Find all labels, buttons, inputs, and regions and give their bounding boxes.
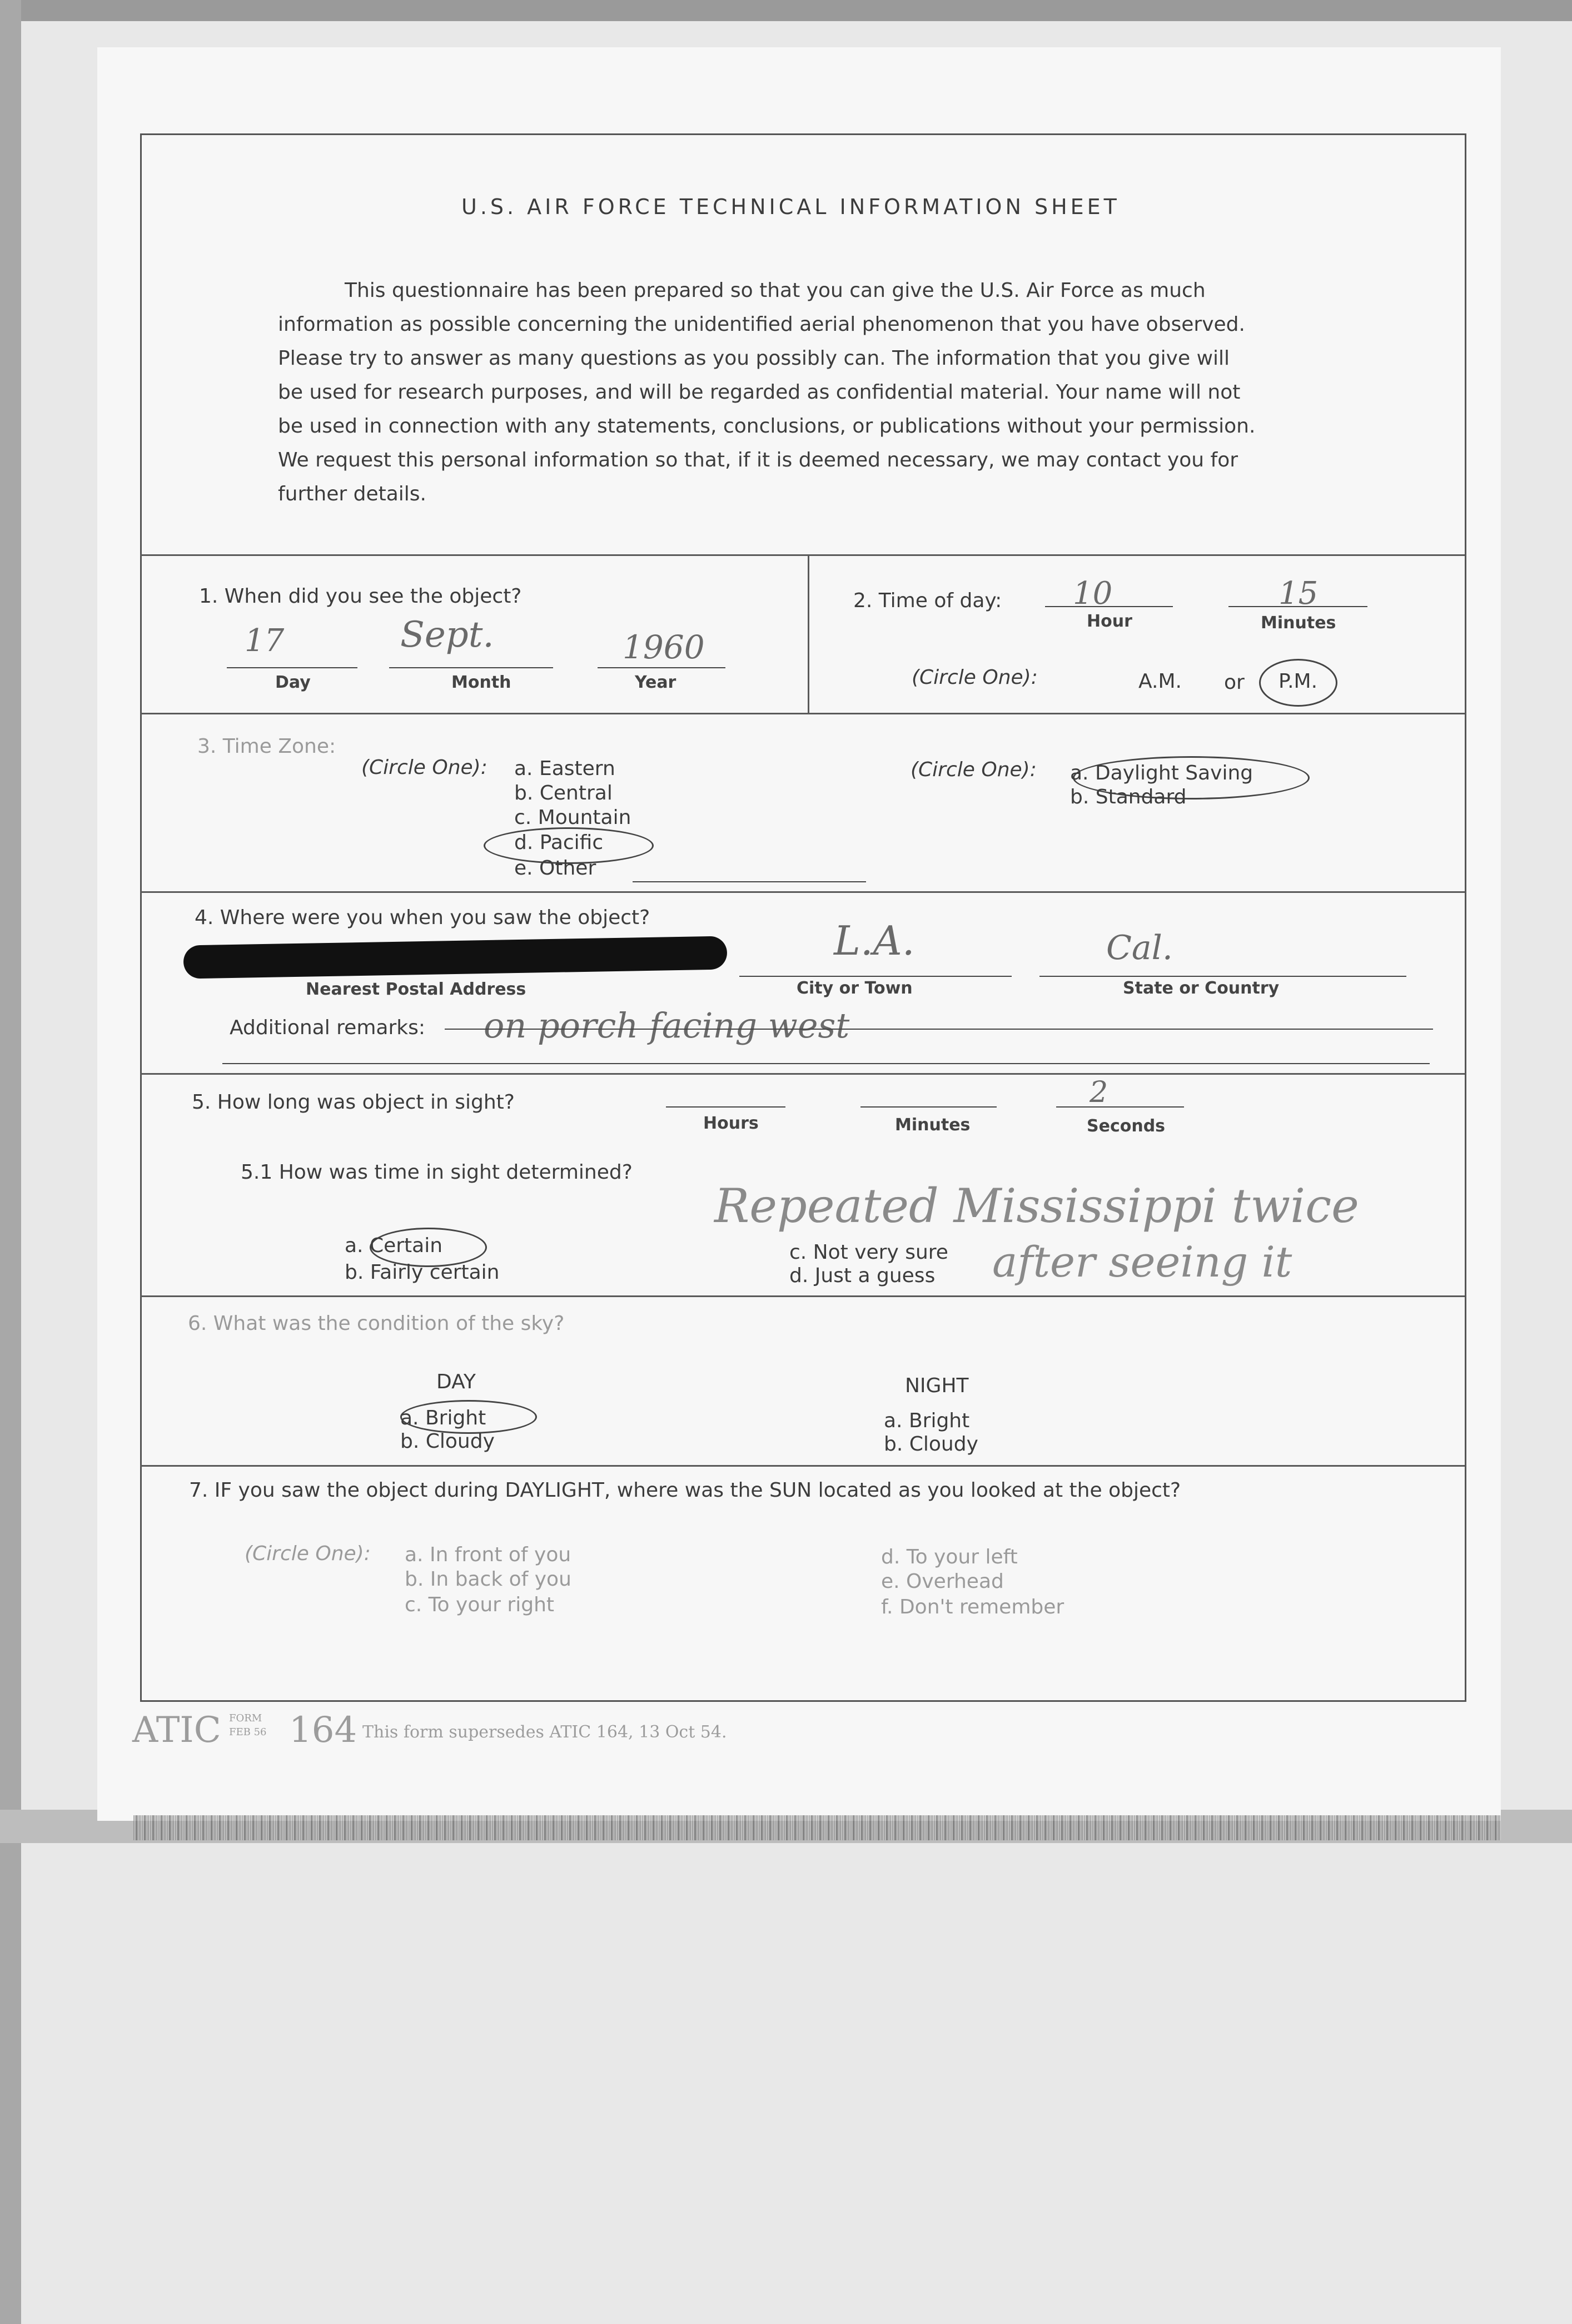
q3-option-mountain: c. Mountain [514, 806, 631, 829]
q6-night-header: NIGHT [905, 1374, 969, 1397]
q3-option-central: b. Central [514, 782, 613, 805]
q7-option-dont-remember: f. Don't remember [881, 1596, 1064, 1618]
q2-am: A.M. [1138, 670, 1182, 693]
q3-option-pacific: d. Pacific [514, 831, 604, 854]
q4-address-label: Nearest Postal Address [306, 980, 526, 999]
q6-day-bright: a. Bright [400, 1407, 486, 1429]
q4-city-label: City or Town [797, 979, 913, 998]
q4-state-value: Cal. [1106, 928, 1173, 967]
intro-line: be used in connection with any statements, conclusions, or publications without your permission. [278, 415, 1256, 438]
q3-option-eastern: a. Eastern [514, 757, 615, 780]
section-divider [140, 1465, 1465, 1467]
q7-option-right: c. To your right [405, 1593, 554, 1616]
footer-form-id: ATIC [132, 1710, 221, 1751]
q4-state-label: State or Country [1123, 979, 1280, 998]
footer-supersedes: This form supersedes ATIC 164, 13 Oct 54. [362, 1722, 727, 1742]
q5-opt-just-a-guess: d. Just a guess [789, 1264, 936, 1287]
q4-remarks-value: on porch facing west [484, 1005, 850, 1046]
q1-day-line [227, 667, 357, 668]
q1-day-label: Day [275, 673, 311, 692]
q4-remarks-line-2 [222, 1063, 1430, 1064]
q5-opt-fairly-certain: b. Fairly certain [345, 1261, 500, 1284]
q4-state-line [1039, 976, 1406, 977]
q1-year-value: 1960 [623, 628, 705, 666]
footer-form-number: 164 [289, 1710, 357, 1751]
q3-question: 3. Time Zone: [197, 735, 336, 758]
q2-minutes-line [1228, 606, 1367, 607]
q3-other-line [633, 881, 866, 882]
q2-question: 2. Time of day: [853, 589, 1002, 612]
q5-minutes-line [860, 1106, 997, 1108]
intro-line: Please try to answer as many questions as you possibly can. The information that you give will [278, 347, 1230, 370]
q5-question: 5. How long was object in sight? [192, 1091, 515, 1114]
q5-handwritten-note: Repeated Mississippi twice [714, 1179, 1359, 1233]
footer-form-sub: FEB 56 [229, 1726, 267, 1738]
q3-circle-one: (Circle One): [361, 756, 487, 779]
q6-day-cloudy: b. Cloudy [400, 1430, 495, 1453]
q1-month-value: Sept. [400, 614, 494, 656]
film-grain-strip [133, 1815, 1501, 1840]
section-divider [140, 1073, 1465, 1075]
q3-option-daylight: a. Daylight Saving [1070, 762, 1253, 784]
q5-seconds-label: Seconds [1087, 1116, 1166, 1136]
section-divider [140, 1295, 1465, 1297]
intro-line: further details. [278, 483, 426, 505]
q5-hours-line [666, 1106, 785, 1108]
column-divider [808, 554, 809, 713]
q2-hour-label: Hour [1087, 612, 1132, 631]
q2-circle-one: (Circle One): [912, 666, 1038, 689]
q6-question: 6. What was the condition of the sky? [188, 1312, 565, 1335]
q5-minutes-label: Minutes [895, 1115, 971, 1135]
q4-city-line [739, 976, 1012, 977]
q1-year-label: Year [635, 673, 676, 692]
q3-dst-circle-one: (Circle One): [911, 758, 1037, 781]
q5-hours-label: Hours [703, 1114, 759, 1133]
intro-line: We request this personal information so that, if it is deemed necessary, we may contact you for [278, 449, 1238, 471]
q4-question: 4. Where were you when you saw the object? [195, 906, 650, 929]
intro-line: be used for research purposes, and will be regarded as confidential material. Your name will not [278, 381, 1241, 404]
footer-form-word: FORM [229, 1712, 262, 1724]
q5-opt-certain: a. Certain [345, 1234, 443, 1257]
q2-minutes-label: Minutes [1261, 613, 1336, 633]
q1-question: 1. When did you see the object? [199, 585, 522, 608]
q6-night-cloudy: b. Cloudy [884, 1433, 978, 1456]
section-divider [140, 554, 1465, 556]
q2-or: or [1224, 671, 1245, 694]
q5-seconds-value: 2 [1090, 1076, 1108, 1109]
q2-pm: P.M. [1279, 670, 1318, 693]
q2-hour-value: 10 [1073, 575, 1113, 612]
scan-border-top [0, 0, 1572, 21]
form-title: U.S. AIR FORCE TECHNICAL INFORMATION SHEET [461, 195, 1120, 219]
q4-city-value: L.A. [834, 917, 915, 964]
q1-month-label: Month [451, 673, 511, 692]
q2-hour-line [1045, 606, 1173, 607]
intro-line: information as possible concerning the unidentified aerial phenomenon that you have observed. [278, 313, 1245, 336]
q7-option-left: d. To your left [881, 1546, 1018, 1568]
q4-remarks-line [445, 1029, 1433, 1030]
q7-option-back: b. In back of you [405, 1568, 571, 1591]
q3-option-standard: b. Standard [1070, 786, 1187, 808]
q6-day-header: DAY [436, 1370, 476, 1393]
q2-minutes-value: 15 [1279, 575, 1319, 612]
q6-night-bright: a. Bright [884, 1409, 970, 1432]
q5-opt-not-very-sure: c. Not very sure [789, 1241, 948, 1264]
section-divider [140, 713, 1465, 714]
q7-question: 7. IF you saw the object during DAYLIGHT, where was the SUN located as you looked at the object? [189, 1479, 1181, 1502]
q1-month-line [389, 667, 553, 668]
q5-handwritten-note-2: after seeing it [992, 1237, 1292, 1287]
scan-border-left [0, 0, 21, 2324]
q1-year-line [598, 667, 725, 668]
q5-seconds-line [1056, 1106, 1184, 1108]
q4-remarks-label: Additional remarks: [230, 1016, 425, 1039]
intro-line: This questionnaire has been prepared so that you can give the U.S. Air Force as much [345, 279, 1206, 302]
q7-circle-one: (Circle One): [245, 1542, 371, 1565]
q7-option-overhead: e. Overhead [881, 1570, 1004, 1593]
q1-day-value: 17 [245, 623, 285, 659]
q3-option-other: e. Other [514, 857, 596, 880]
section-divider [140, 891, 1465, 893]
q7-option-front: a. In front of you [405, 1543, 571, 1566]
q5-sub-question: 5.1 How was time in sight determined? [241, 1161, 633, 1184]
